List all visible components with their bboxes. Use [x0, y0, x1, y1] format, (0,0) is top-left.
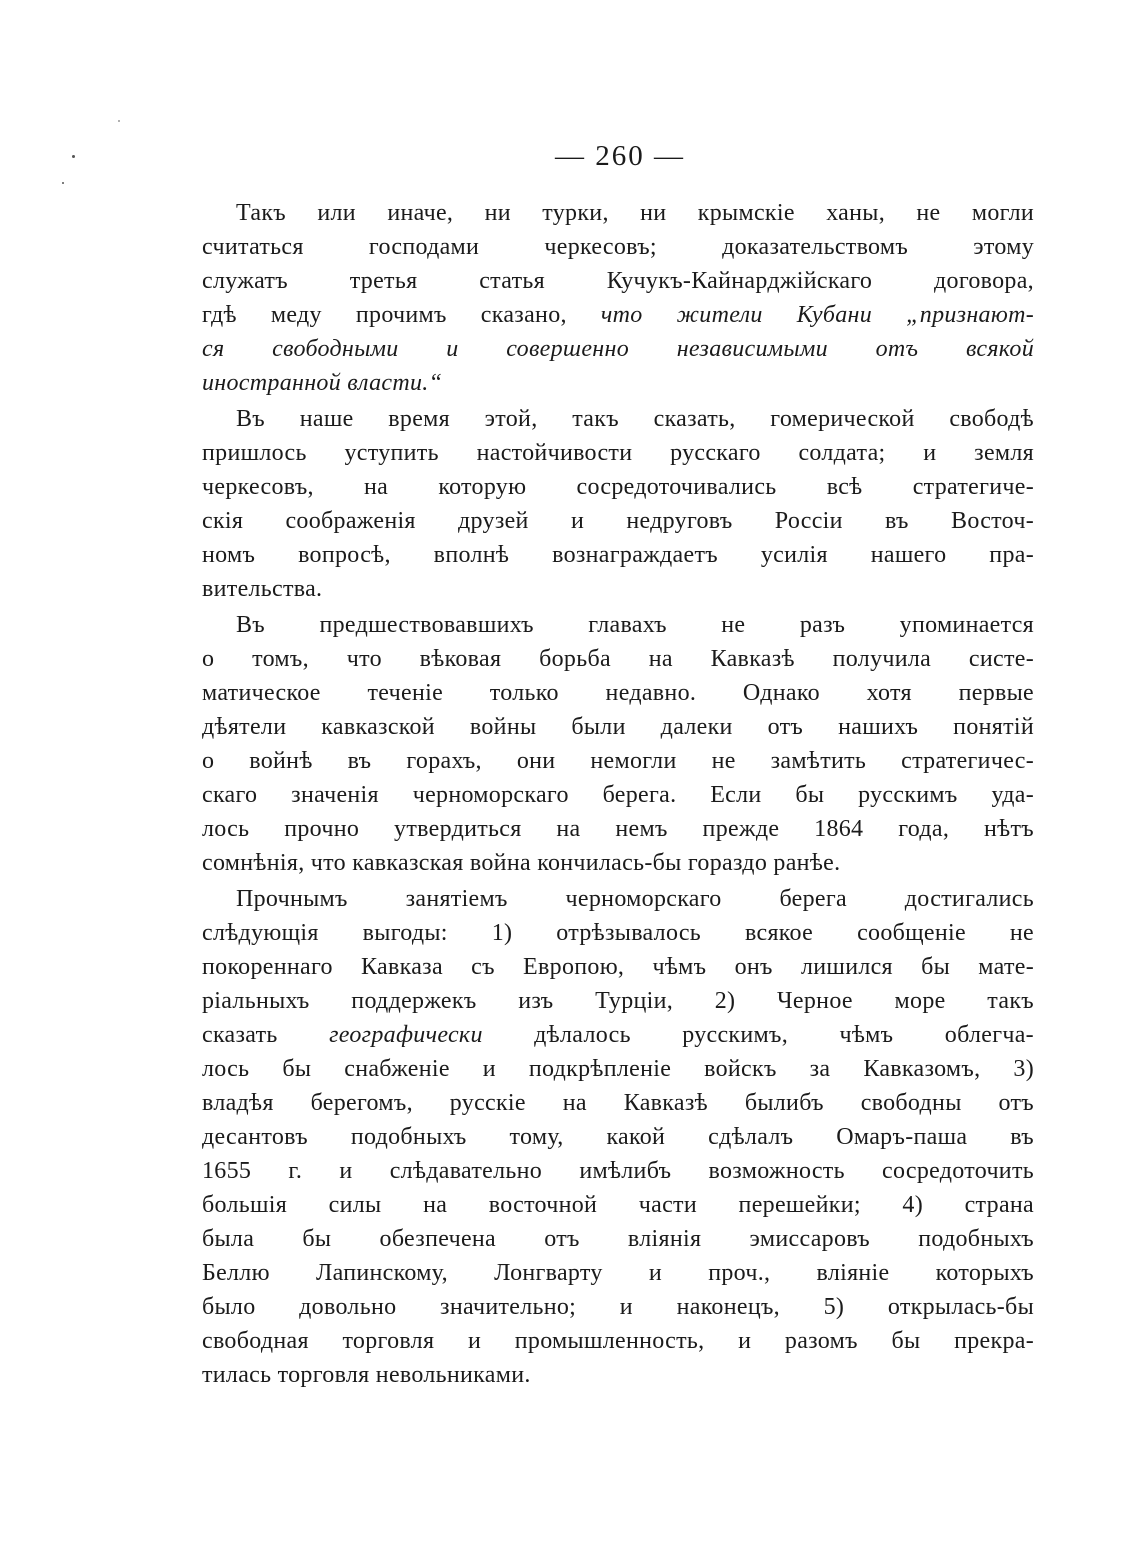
line-text: о войнѣ въ горахъ, они немогли не замѣтить стратегичес- [202, 748, 1034, 774]
text-line [202, 1120, 1034, 1154]
text-line [202, 1256, 1034, 1290]
text-line [202, 1018, 1034, 1052]
text-line [202, 882, 1034, 916]
line-text: десантовъ подобныхъ тому, какой сдѣлалъ Омаръ-паша въ [202, 1124, 1034, 1150]
line-text: служатъ третья статья Кучукъ-Кайнарджійскаго договора, [202, 268, 1034, 294]
line-text: Въ предшествовавшихъ главахъ не разъ упоминается [236, 612, 1034, 638]
text-line [202, 538, 1034, 572]
paragraph [202, 402, 1034, 606]
line-italic-text: ся свободными и совершенно независимыми отъ всякой [202, 336, 1034, 362]
text-line [202, 846, 1034, 880]
line-text: была бы обезпечена отъ вліянія эмиссаровъ подобныхъ [202, 1226, 1034, 1252]
line-text: вительства. [202, 576, 323, 602]
paragraph [202, 882, 1034, 1392]
text-line [202, 1222, 1034, 1256]
line-text: 1655 г. и слѣдавательно имѣлибъ возможность сосредоточить [202, 1158, 1034, 1184]
line-italic-text: географически [329, 1022, 483, 1048]
page-number: — 260 — [555, 140, 685, 172]
text-line [202, 950, 1034, 984]
line-text: гдѣ меду прочимъ сказано, [202, 302, 567, 328]
line-italic-text: иностранной власти.“ [202, 370, 443, 396]
text-line [202, 298, 1034, 332]
text-line [202, 744, 1034, 778]
paragraph [202, 608, 1034, 880]
line-text: дѣятели кавказской войны были далеки отъ нашихъ понятій [202, 714, 1034, 740]
line-text: тилась торговля невольниками. [202, 1362, 531, 1388]
line-text: скія соображенія друзей и недруговъ Россіи въ Восточ- [202, 508, 1034, 534]
text-line [202, 1358, 1034, 1392]
text-line [202, 436, 1034, 470]
text-line [202, 1324, 1034, 1358]
line-text: сказать [202, 1022, 278, 1048]
line-text: ріальныхъ поддержекъ изъ Турціи, 2) Черное море такъ [202, 988, 1034, 1014]
text-line [202, 608, 1034, 642]
text-line [202, 812, 1034, 846]
line-text: черкесовъ, на которую сосредоточивались всѣ стратегиче- [202, 474, 1034, 500]
text-line [202, 264, 1034, 298]
line-text: пришлось уступить настойчивости русскаго солдата; и земля [202, 440, 1034, 466]
line-text: Такъ или иначе, ни турки, ни крымскіе ханы, не могли [236, 200, 1034, 226]
paragraph [202, 196, 1034, 400]
text-line [202, 642, 1034, 676]
text-line [202, 1188, 1034, 1222]
line-text: слѣдующія выгоды: 1) отрѣзывалось всякое сообщеніе не [202, 920, 1034, 946]
text-line [202, 1154, 1034, 1188]
line-text: было довольно значительно; и наконецъ, 5) открылась-бы [202, 1294, 1034, 1320]
scan-speck [62, 182, 64, 184]
line-text: свободная торговля и промышленность, и разомъ бы прекра- [202, 1328, 1034, 1354]
line-text: сомнѣнія, что кавказская война кончилась-бы гораздо ранѣе. [202, 850, 841, 876]
text-line [202, 332, 1034, 366]
scan-speck [118, 120, 120, 122]
text-line [202, 402, 1034, 436]
text-line [202, 676, 1034, 710]
text-line [202, 710, 1034, 744]
line-text: покореннаго Кавказа съ Европою, чѣмъ онъ лишился бы мате- [202, 954, 1034, 980]
text-line [202, 778, 1034, 812]
text-line [202, 572, 1034, 606]
line-text: считаться господами черкесовъ; доказательствомъ этому [202, 234, 1034, 260]
text-line [202, 366, 1034, 400]
line-text: большія силы на восточной части перешейки; 4) страна [202, 1192, 1034, 1218]
text-line [202, 1290, 1034, 1324]
line-text: скаго значенія черноморскаго берега. Если бы русскимъ уда- [202, 782, 1034, 808]
line-text: лось бы снабженіе и подкрѣпленіе войскъ за Кавказомъ, 3) [202, 1056, 1034, 1082]
text-line [202, 984, 1034, 1018]
text-line [202, 196, 1034, 230]
line-text: о томъ, что вѣковая борьба на Кавказѣ получила систе- [202, 646, 1034, 672]
text-line [202, 916, 1034, 950]
line-text: лось прочно утвердиться на немъ прежде 1864 года, нѣтъ [202, 816, 1034, 842]
line-text: Беллю Лапинскому, Лонгварту и проч., вліяніе которыхъ [202, 1260, 1034, 1286]
body-text [202, 196, 1034, 1392]
text-line [202, 504, 1034, 538]
line-text: Прочнымъ занятіемъ черноморскаго берега достигались [236, 886, 1034, 912]
text-line [202, 230, 1034, 264]
line-text: дѣлалось русскимъ, чѣмъ облегча- [534, 1022, 1034, 1048]
text-line [202, 1086, 1034, 1120]
line-text: номъ вопросѣ, вполнѣ вознаграждаетъ усилія нашего пра- [202, 542, 1034, 568]
text-line [202, 1052, 1034, 1086]
line-italic-text: что жители Кубани „признают- [600, 302, 1034, 328]
line-text: матическое теченіе только недавно. Однако хотя первые [202, 680, 1034, 706]
line-text: Въ наше время этой, такъ сказать, гомерической свободѣ [236, 406, 1034, 432]
text-line [202, 470, 1034, 504]
line-text: владѣя берегомъ, русскіе на Кавказѣ былибъ свободны отъ [202, 1090, 1034, 1116]
